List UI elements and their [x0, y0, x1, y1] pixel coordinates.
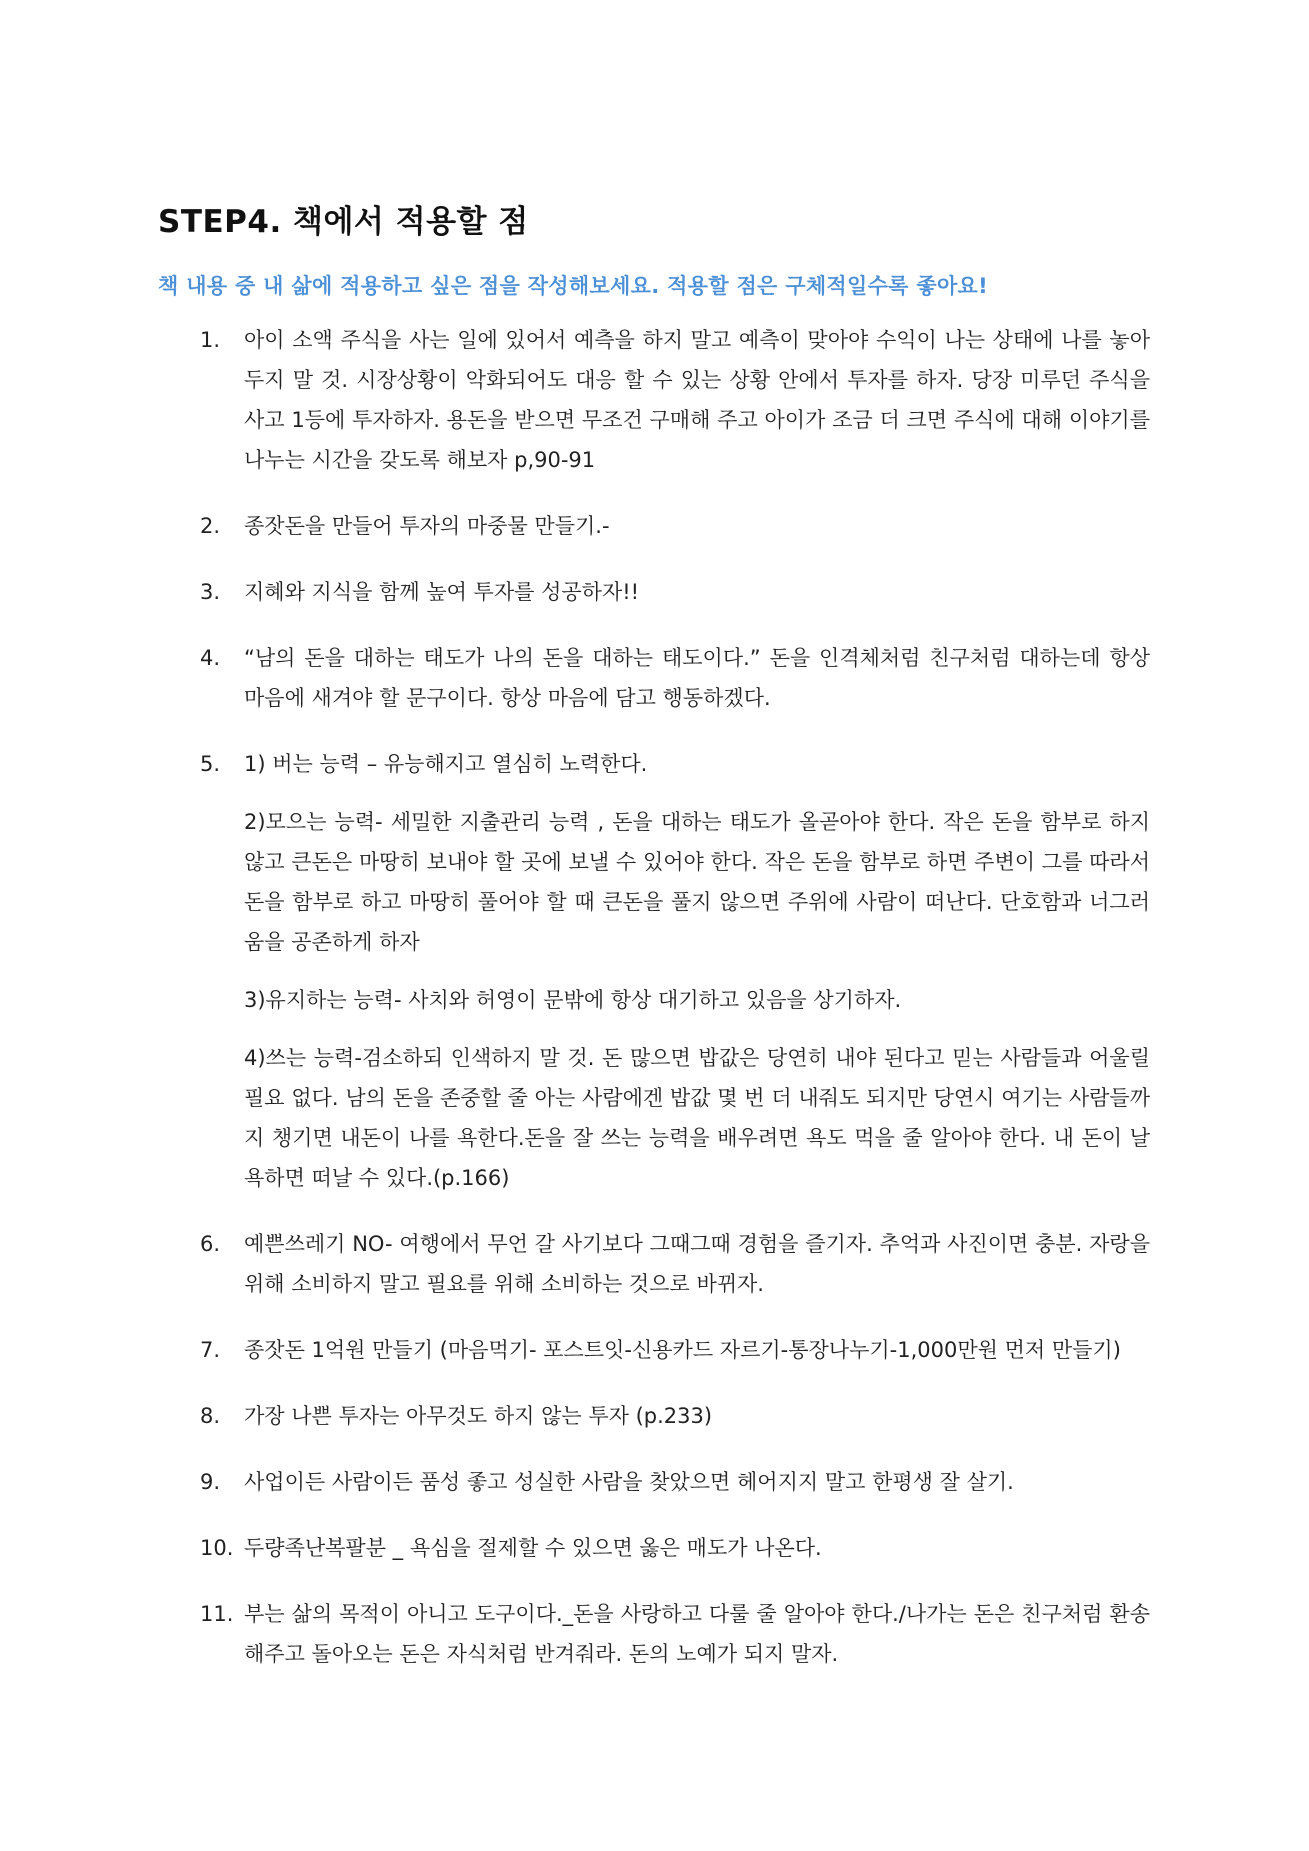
item-text: 1) 버는 능력 – 유능해지고 열심히 노력한다. — [244, 752, 648, 776]
item-number: 6. — [200, 1232, 221, 1256]
item-text: 지혜와 지식을 함께 높여 투자를 성공하자!! — [244, 580, 640, 604]
item-text: 아이 소액 주식을 사는 일에 있어서 예측을 하지 말고 예측이 맞아야 수익이 나는 상태에 나를 놓아두지 말 것. 시장상황이 악화되어도 대응 할 수 있는 상황 안에서 투자를 하자. 당장 미루던 주식을 사고 1등에 투자하자. 용돈을 받으면 무조건 구매해 주고 아이가 조금 더 크면 주식에 대해 이야기를 나누는 시간을 갖도록 해보자 p,90-91 — [244, 328, 1150, 472]
list-item — [200, 638, 1150, 718]
item-text: 두량족난복팔분 _ 욕심을 절제할 수 있으면 옳은 매도가 나온다. — [244, 1536, 822, 1560]
page-title: STEP4. 책에서 적용할 점 — [158, 204, 529, 240]
list-item — [200, 572, 1150, 612]
list-item — [200, 1224, 1150, 1304]
application-list — [200, 320, 1150, 1700]
item-text: 부는 삶의 목적이 아니고 도구이다._돈을 사랑하고 다룰 줄 알아야 한다./나가는 돈은 친구처럼 환송해주고 돌아오는 돈은 자식처럼 반겨줘라. 돈의 노예가 되지 말자. — [244, 1602, 1150, 1666]
list-item — [200, 1462, 1150, 1502]
item-text: 종잣돈 1억원 만들기 (마음먹기- 포스트잇-신용카드 자르기-통장나누기-1,000만원 먼저 만들기) — [244, 1338, 1121, 1362]
item-number: 3. — [200, 580, 221, 604]
item-text: 예쁜쓰레기 NO- 여행에서 무언 갈 사기보다 그때그때 경험을 즐기자. 추억과 사진이면 충분. 자랑을 위해 소비하지 말고 필요를 위해 소비하는 것으로 바뀌자. — [244, 1232, 1150, 1296]
list-item — [200, 1528, 1150, 1568]
sub-item-text: 4)쓰는 능력-검소하되 인색하지 말 것. 돈 많으면 밥값은 당연히 내야 된다고 믿는 사람들과 어울릴 필요 없다. 남의 돈을 존중할 줄 아는 사람에겐 밥값 몇 번 더 내줘도 되지만 당연시 여기는 사람들까지 챙기면 내돈이 나를 욕한다.돈을 잘 쓰는 능력을 배우려면 욕도 먹을 줄 알아야 한다. 내 돈이 날 욕하면 떠날 수 있다.(p.166) — [244, 1046, 1150, 1190]
item-text: “남의 돈을 대하는 태도가 나의 돈을 대하는 태도이다.” 돈을 인격체처럼 친구처럼 대하는데 항상 마음에 새겨야 할 문구이다. 항상 마음에 담고 행동하겠다. — [244, 646, 1150, 710]
list-item — [200, 744, 1150, 1198]
item-number: 2. — [200, 514, 221, 538]
instruction-subtitle: 책 내용 중 내 삶에 적용하고 싶은 점을 작성해보세요. 적용할 점은 구체적일수록 좋아요! — [158, 274, 988, 298]
item-number: 11. — [200, 1602, 234, 1626]
sub-item-text: 2)모으는 능력- 세밀한 지출관리 능력 , 돈을 대하는 태도가 올곧아야 한다. 작은 돈을 함부로 하지 않고 큰돈은 마땅히 보내야 할 곳에 보낼 수 있어야 한다. 작은 돈을 함부로 하면 주변이 그를 따라서 돈을 함부로 하고 마땅히 풀어야 할 때 큰돈을 풀지 않으면 주위에 사람이 떠난다. 단호함과 너그러움을 공존하게 하자 — [244, 810, 1150, 954]
item-number: 4. — [200, 646, 221, 670]
item-number: 8. — [200, 1404, 221, 1428]
item-number: 1. — [200, 328, 221, 352]
list-item — [200, 320, 1150, 480]
list-item — [200, 1594, 1150, 1674]
item-number: 10. — [200, 1536, 234, 1560]
item-text: 종잣돈을 만들어 투자의 마중물 만들기.- — [244, 514, 610, 538]
item-number: 9. — [200, 1470, 221, 1494]
list-item — [200, 1330, 1150, 1370]
item-number: 7. — [200, 1338, 221, 1362]
item-number: 5. — [200, 752, 221, 776]
sub-item-text: 3)유지하는 능력- 사치와 허영이 문밖에 항상 대기하고 있음을 상기하자. — [244, 988, 902, 1012]
item-text: 가장 나쁜 투자는 아무것도 하지 않는 투자 (p.233) — [244, 1404, 713, 1428]
item-text: 사업이든 사람이든 품성 좋고 성실한 사람을 찾았으면 헤어지지 말고 한평생 잘 살기. — [244, 1470, 1014, 1494]
list-item — [200, 506, 1150, 546]
list-item — [200, 1396, 1150, 1436]
